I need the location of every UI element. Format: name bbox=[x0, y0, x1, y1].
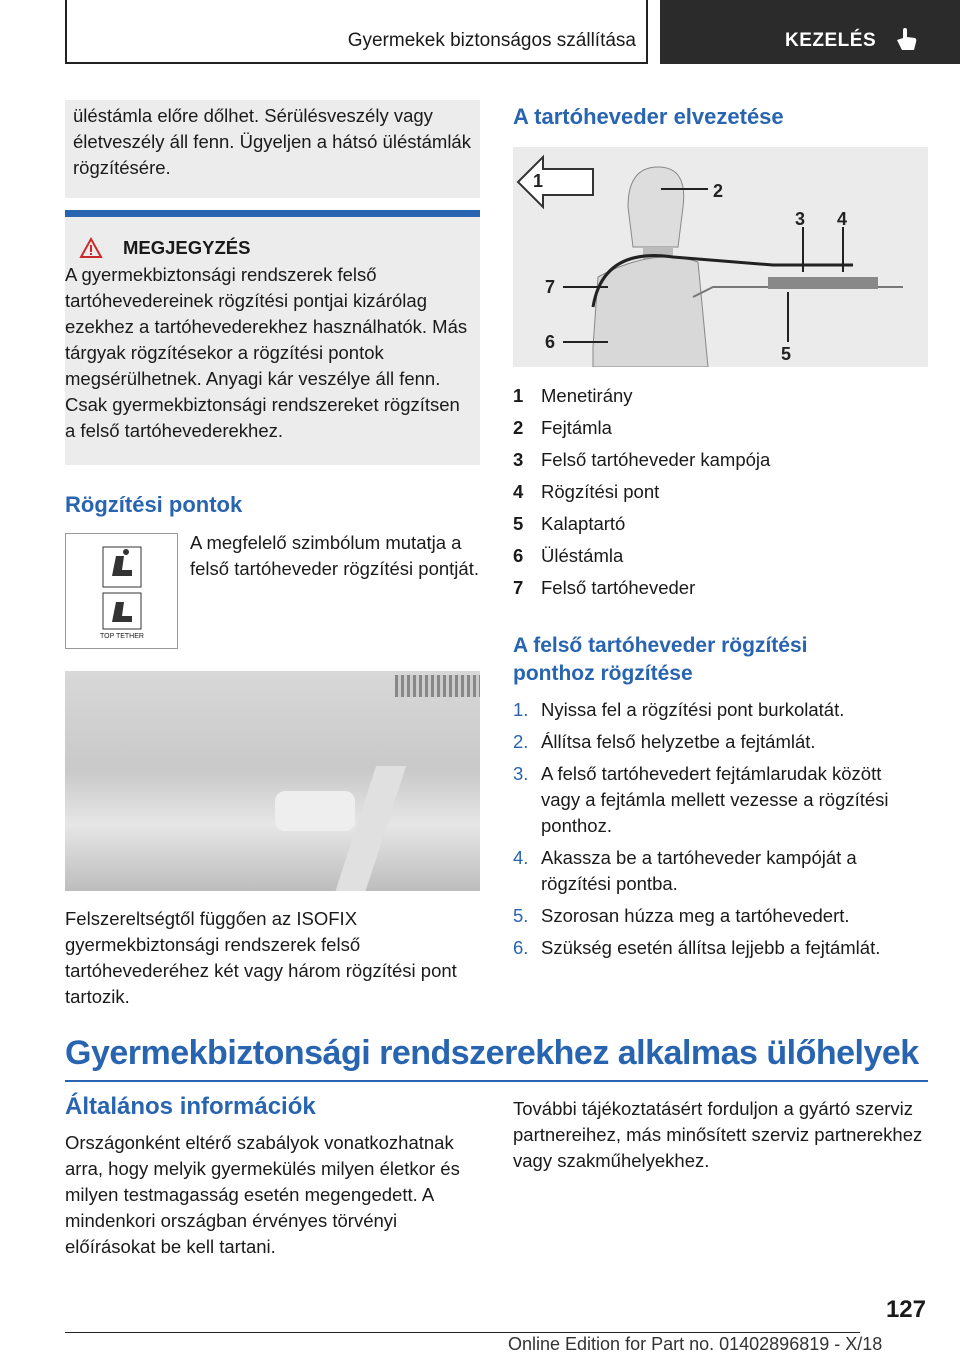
note-top-bar bbox=[65, 210, 480, 217]
heading-routing: A tartóheveder elvezetése bbox=[513, 104, 784, 129]
step-item: 4. Akassza be a tartóheveder kampóját a rögzítési pontba. bbox=[513, 847, 857, 894]
heading-attach-steps: A felső tartóheveder rögzítési ponthoz rögzítése bbox=[513, 634, 808, 685]
service-info-text: További tájékoztatásért forduljon a gyártó szerviz partnereihez, más minősített szerviz partnerekhez vagy szakműhelyekhez. bbox=[513, 1098, 923, 1171]
list-item: 4 Rögzítési pont bbox=[513, 481, 660, 502]
running-header bbox=[65, 0, 648, 64]
step-item: 6. Szükség esetén állítsa lejjebb a fejtámlát. bbox=[513, 937, 881, 958]
callout-3: 3 bbox=[795, 209, 806, 229]
list-item: 5 Kalaptartó bbox=[513, 513, 626, 534]
symbol-description: A megfelelő szimbólum mutatja a felső tartóheveder rögzítési pontját. bbox=[190, 532, 479, 579]
footer-rule bbox=[65, 1332, 860, 1333]
steps-list bbox=[513, 697, 923, 967]
note-text: A gyermekbiztonsági rendszerek felső tartóhevedereinek rögzítési pontjai kizárólag ezekhez a tartóhevederekhez használhatók. Más tárgyak rögzítésekor a rögzítési pontok megsérülhetnek. Anyagi kár veszélye áll fenn. Csak gyermekbiztonsági rendszereket rögzítsen a felső tartóhevederekhez. bbox=[65, 264, 468, 441]
legend-list bbox=[513, 380, 928, 604]
callout-2: 2 bbox=[713, 181, 724, 201]
callout-4: 4 bbox=[837, 209, 848, 229]
general-info-text: Országonként eltérő szabályok vonatkozhatnak arra, hogy melyik gyermekülés milyen életkor és milyen testmagasság esetén megengedett. A mindenkori országban érvényes törvényi előírásokat be kell tartani. bbox=[65, 1132, 460, 1257]
heading-anchor-points: Rögzítési pontok bbox=[65, 492, 243, 517]
list-item: 1 Menetirány bbox=[513, 385, 633, 406]
warning-continuation-box bbox=[65, 100, 480, 198]
header-section-title: Gyermekek biztonságos szállítása bbox=[347, 30, 636, 51]
chapter-tab bbox=[660, 0, 960, 64]
routing-diagram bbox=[513, 147, 928, 367]
warning-text: üléstámla előre dőlhet. Sérülésveszély vagy életveszély áll fenn. Ügyeljen a hátsó üléstámlák rögzítésére. bbox=[73, 105, 471, 178]
section-rule bbox=[65, 1080, 928, 1082]
step-item: 2. Állítsa felső helyzetbe a fejtámlát. bbox=[513, 731, 816, 752]
callout-6: 6 bbox=[545, 332, 556, 352]
tether-symbol-image bbox=[65, 533, 178, 649]
page-number: 127 bbox=[885, 1296, 926, 1323]
list-item: 3 Felső tartóheveder kampója bbox=[513, 449, 771, 470]
top-tether-icon bbox=[102, 592, 142, 630]
list-item: 7 Felső tartóheveder bbox=[513, 577, 696, 598]
chapter-title: KEZELÉS bbox=[785, 30, 877, 51]
step-item: 5. Szorosan húzza meg a tartóhevedert. bbox=[513, 905, 850, 926]
rear-seat-photo bbox=[65, 671, 480, 891]
section-title: Gyermekbiztonsági rendszerekhez alkalmas ülőhelyek bbox=[65, 1034, 919, 1072]
note-box bbox=[65, 217, 480, 465]
note-title: MEGJEGYZÉS bbox=[123, 237, 251, 258]
top-tether-label: TOP TETHER bbox=[100, 633, 144, 640]
child-seat-anchor-icon bbox=[102, 546, 142, 588]
step-item: 3. A felső tartóhevedert fejtámlarudak között vagy a fejtámla mellett vezesse a rögzítési ponthoz. bbox=[513, 763, 889, 836]
callout-1: 1 bbox=[533, 171, 544, 191]
callout-5: 5 bbox=[781, 344, 792, 364]
heading-general-info: Általános információk bbox=[65, 1093, 316, 1120]
list-item: 6 Üléstámla bbox=[513, 545, 624, 566]
edition-footer: Online Edition for Part no. 01402896819 - X/18 bbox=[508, 1334, 883, 1354]
list-item: 2 Fejtámla bbox=[513, 417, 612, 438]
step-item: 1. Nyissa fel a rögzítési pont burkolatát. bbox=[513, 699, 845, 720]
callout-7: 7 bbox=[545, 277, 556, 297]
hand-pointer-icon bbox=[893, 26, 919, 52]
warning-triangle-icon bbox=[79, 237, 103, 259]
photo-caption: Felszereltségtől függően az ISOFIX gyermekbiztonsági rendszerek felső tartóhevederéhez két vagy három rögzítési pont tartozik. bbox=[65, 908, 457, 1007]
